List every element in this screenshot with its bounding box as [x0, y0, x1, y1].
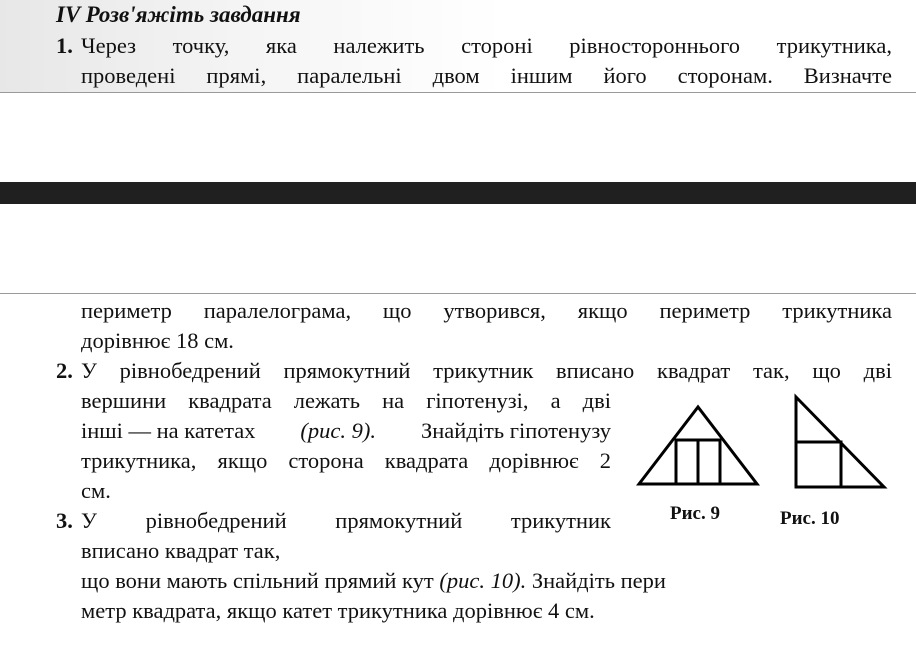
task-3-line-3 [81, 568, 666, 594]
task-2-fig-ref: (рис. 9). [300, 418, 377, 443]
task-1-line-2: проведені прямі, паралельні двом іншим його сторонам. Визначте [81, 63, 892, 88]
task-3-fig-ref: (рис. 10). [439, 568, 527, 593]
task-3-line-3a: що вони мають спільний прямий кут [81, 568, 434, 593]
figure-10-triangle-with-square [792, 393, 888, 491]
divider-top [0, 92, 916, 93]
section-heading: IV Розв'яжіть завдання [56, 2, 301, 27]
figure-9-caption: Рис. 9 [670, 503, 720, 524]
task-1-number: 1. [56, 33, 73, 58]
task-2-line-5: см. [81, 478, 111, 503]
task-2-number: 2. [56, 358, 73, 383]
figure-10-caption: Рис. 10 [780, 508, 840, 529]
task-3-line-3b: Знайдіть пери [531, 568, 666, 593]
task-1-line-3: периметр паралелограма, що утворився, якщо периметр трикутника [81, 298, 892, 323]
task-3-line-1: У рівнобедрений прямокутний трикутник [81, 508, 611, 533]
task-2-line-1: У рівнобедрений прямокутний трикутник вписано квадрат так, що дві [81, 358, 892, 383]
task-1-line-1: Через точку, яка належить стороні рівностороннього трикутника, [81, 33, 892, 58]
dark-band [0, 182, 916, 204]
task-3-number: 3. [56, 508, 73, 533]
task-1-line-4: дорівнює 18 см. [81, 328, 234, 353]
task-2-line-3a: інші — на катетах [81, 418, 256, 443]
figure-9-triangle-with-square [636, 402, 762, 488]
task-2-line-2: вершини квадрата лежать на гіпотенузі, а дві [81, 388, 611, 413]
task-3-line-4: метр квадрата, якщо катет трикутника дорівнює 4 см. [81, 598, 595, 623]
divider-bottom [0, 293, 916, 294]
task-2-line-3b: Знайдіть гіпотенузу [420, 418, 611, 443]
task-2-line-3 [81, 418, 611, 444]
task-3-line-2: вписано квадрат так, [81, 538, 281, 563]
task-2-line-4: трикутника, якщо сторона квадрата дорівнює 2 [81, 448, 611, 473]
